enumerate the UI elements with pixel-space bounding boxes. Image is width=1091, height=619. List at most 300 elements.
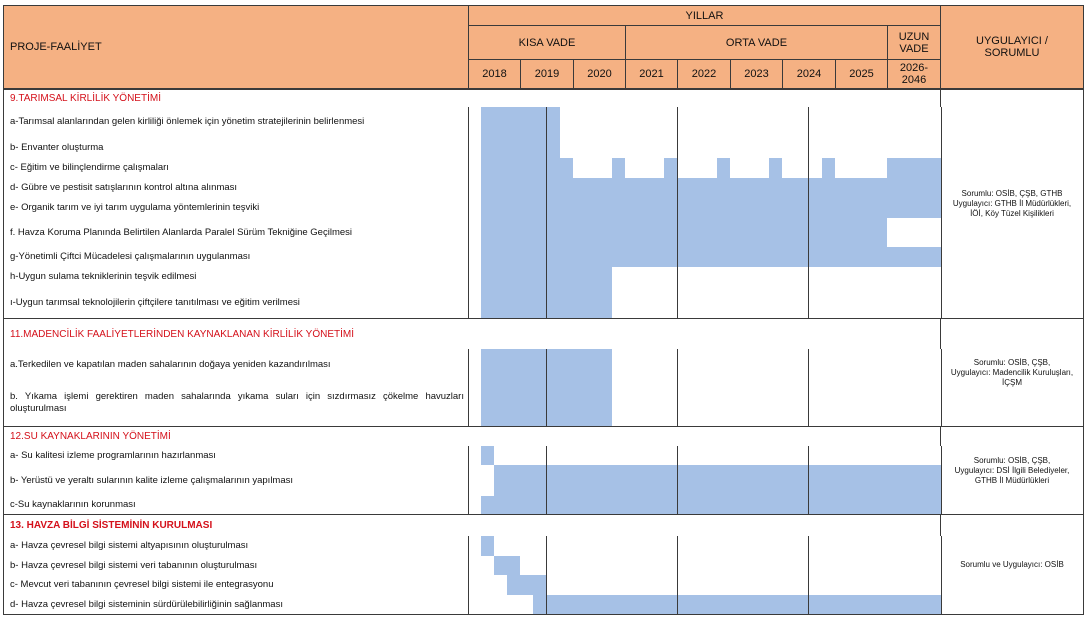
timeline-cell <box>809 446 823 466</box>
timeline-cell <box>678 107 692 138</box>
timeline-cell <box>664 465 678 497</box>
timeline-cell <box>848 158 862 179</box>
timeline-cell <box>704 465 718 497</box>
timeline-cell <box>586 107 600 138</box>
timeline-cell <box>835 107 849 138</box>
timeline-cell <box>835 556 849 576</box>
timeline-cell <box>782 267 796 288</box>
timeline-cell <box>769 496 783 515</box>
timeline-cell <box>782 595 796 615</box>
timeline-cell <box>599 218 613 248</box>
timeline-cell <box>874 197 888 219</box>
period-medium-header: ORTA VADE <box>625 25 888 60</box>
timeline-cell <box>822 556 836 576</box>
timeline-cell <box>612 556 626 576</box>
timeline-cell <box>599 595 613 615</box>
timeline-cell <box>678 137 692 159</box>
timeline-cell <box>678 197 692 219</box>
section-row-blank <box>469 318 941 350</box>
timeline-cell <box>651 197 665 219</box>
timeline-cell <box>743 178 757 198</box>
timeline-cell <box>573 137 587 159</box>
timeline-cell <box>874 496 888 515</box>
year-header-2020: 2020 <box>573 59 626 89</box>
timeline-cell <box>586 247 600 268</box>
timeline-cell <box>586 197 600 219</box>
timeline-cell <box>874 137 888 159</box>
timeline-cell <box>638 158 652 179</box>
timeline-cell <box>782 536 796 557</box>
timeline-cell <box>769 349 783 381</box>
timeline-cell <box>704 267 718 288</box>
timeline-cell <box>494 465 508 497</box>
timeline-cell <box>612 595 626 615</box>
timeline-cell <box>743 556 757 576</box>
timeline-cell <box>717 465 731 497</box>
timeline-cell <box>507 496 521 515</box>
timeline-cell <box>756 446 770 466</box>
activity-label: ı-Uygun tarımsal teknolojilerin çiftçilere tanıtılması ve eğitim verilmesi <box>3 287 469 319</box>
timeline-cell <box>691 287 705 319</box>
timeline-cell <box>795 197 809 219</box>
section-title: 11.MADENCİLİK FAALİYETLERİNDEN KAYNAKLANAN KİRLİLİK YÖNETİMİ <box>3 318 469 350</box>
timeline-cell-long-term <box>888 107 942 138</box>
timeline-cell <box>533 595 547 615</box>
timeline-cell <box>573 446 587 466</box>
timeline-cell <box>730 218 744 248</box>
activity-label: c- Eğitim ve bilinçlendirme çalışmaları <box>3 158 469 179</box>
timeline-cell <box>664 446 678 466</box>
timeline-cell <box>586 446 600 466</box>
timeline-cell <box>507 197 521 219</box>
timeline-cell <box>809 287 823 319</box>
timeline-cell <box>520 465 534 497</box>
timeline-cell <box>651 137 665 159</box>
timeline-cell <box>861 107 875 138</box>
timeline-cell <box>494 267 508 288</box>
timeline-cell <box>678 575 692 596</box>
timeline-cell <box>481 465 495 497</box>
timeline-cell <box>782 158 796 179</box>
timeline-cell <box>835 465 849 497</box>
timeline-cell <box>795 536 809 557</box>
timeline-cell <box>861 496 875 515</box>
timeline-cell <box>638 247 652 268</box>
timeline-cell <box>848 465 862 497</box>
timeline-cell <box>782 380 796 427</box>
timeline-cell <box>822 137 836 159</box>
activity-label: c- Mevcut veri tabanının çevresel bilgi sistemi ile entegrasyonu <box>3 575 469 596</box>
timeline-cell <box>625 536 639 557</box>
timeline-cell <box>795 178 809 198</box>
timeline-cell <box>494 380 508 427</box>
timeline-cell <box>795 107 809 138</box>
timeline-cell <box>822 267 836 288</box>
timeline-cell <box>612 380 626 427</box>
timeline-cell <box>599 197 613 219</box>
timeline-cell <box>822 595 836 615</box>
timeline-cell <box>809 158 823 179</box>
timeline-cell <box>494 446 508 466</box>
timeline-cell <box>756 595 770 615</box>
timeline-cell <box>586 178 600 198</box>
timeline-cell <box>638 595 652 615</box>
timeline-cell <box>533 287 547 319</box>
timeline-cell <box>664 267 678 288</box>
timeline-cell <box>848 197 862 219</box>
year-header-2023: 2023 <box>730 59 783 89</box>
timeline-cell <box>481 575 495 596</box>
timeline-cell <box>638 496 652 515</box>
timeline-cell <box>481 137 495 159</box>
timeline-cell <box>717 218 731 248</box>
timeline-cell <box>782 197 796 219</box>
activity-label: b- Havza çevresel bilgi sistemi veri tabanının oluşturulması <box>3 556 469 576</box>
timeline-cell <box>573 380 587 427</box>
timeline-cell <box>507 465 521 497</box>
section-title: 13. HAVZA BİLGİ SİSTEMİNİN KURULMASI <box>3 514 469 537</box>
timeline-cell <box>494 287 508 319</box>
activity-label: e- Organik tarım ve iyi tarım uygulama yöntemlerinin teşviki <box>3 197 469 219</box>
timeline-cell <box>547 595 561 615</box>
timeline-cell-long-term <box>888 178 942 198</box>
timeline-cell <box>520 158 534 179</box>
timeline-cell <box>507 446 521 466</box>
timeline-cell <box>822 287 836 319</box>
timeline-cell <box>730 158 744 179</box>
timeline-cell <box>625 380 639 427</box>
timeline-cell <box>520 575 534 596</box>
timeline-cell <box>848 496 862 515</box>
timeline-cell <box>560 465 574 497</box>
timeline-cell <box>861 178 875 198</box>
timeline-cell <box>861 137 875 159</box>
timeline-cell <box>861 267 875 288</box>
timeline-cell <box>769 380 783 427</box>
timeline-cell <box>520 536 534 557</box>
timeline-cell <box>612 158 626 179</box>
timeline-cell <box>861 247 875 268</box>
timeline-cell <box>848 107 862 138</box>
timeline-cell <box>756 556 770 576</box>
timeline-cell <box>704 380 718 427</box>
timeline-cell <box>573 158 587 179</box>
timeline-cell <box>691 197 705 219</box>
timeline-cell-long-term <box>888 218 942 248</box>
timeline-cell <box>625 575 639 596</box>
timeline-cell <box>822 465 836 497</box>
timeline-cell <box>533 536 547 557</box>
timeline-cell <box>625 465 639 497</box>
timeline-cell <box>573 575 587 596</box>
activity-label: a- Havza çevresel bilgi sistemi altyapısının oluşturulması <box>3 536 469 557</box>
timeline-cell <box>874 556 888 576</box>
timeline-cell <box>560 349 574 381</box>
timeline-cell <box>507 536 521 557</box>
timeline-cell <box>809 380 823 427</box>
timeline-cell <box>795 465 809 497</box>
timeline-cell <box>861 197 875 219</box>
timeline-cell <box>651 496 665 515</box>
timeline-cell <box>691 465 705 497</box>
timeline-cell <box>625 158 639 179</box>
timeline-cell <box>717 349 731 381</box>
timeline-cell <box>678 158 692 179</box>
timeline-cell <box>664 575 678 596</box>
responsible-header: UYGULAYICI / SORUMLU <box>940 5 1084 89</box>
timeline-cell <box>664 197 678 219</box>
timeline-cell <box>769 158 783 179</box>
timeline-cell <box>730 349 744 381</box>
timeline-cell <box>769 595 783 615</box>
timeline-cell <box>651 247 665 268</box>
timeline-cell <box>481 158 495 179</box>
timeline-cell <box>520 349 534 381</box>
activity-label: h-Uygun sulama tekniklerinin teşvik edilmesi <box>3 267 469 288</box>
timeline-cell <box>835 178 849 198</box>
timeline-cell <box>848 575 862 596</box>
timeline-cell <box>782 349 796 381</box>
timeline-cell <box>560 446 574 466</box>
timeline-cell <box>560 267 574 288</box>
timeline-cell <box>664 158 678 179</box>
timeline-cell <box>822 178 836 198</box>
timeline-cell <box>481 197 495 219</box>
timeline-cell <box>651 465 665 497</box>
timeline-cell <box>533 465 547 497</box>
timeline-cell <box>717 380 731 427</box>
activity-label: d- Havza çevresel bilgi sisteminin sürdürülebilirliğinin sağlanması <box>3 595 469 615</box>
timeline-cell <box>861 465 875 497</box>
section-title: 9.TARIMSAL KİRLİLİK YÖNETİMİ <box>3 89 469 108</box>
activity-label: c-Su kaynaklarının korunması <box>3 496 469 515</box>
timeline-cell <box>704 496 718 515</box>
timeline-cell <box>769 107 783 138</box>
timeline-cell <box>494 536 508 557</box>
timeline-cell <box>547 575 561 596</box>
timeline-cell <box>533 158 547 179</box>
timeline-cell <box>769 465 783 497</box>
timeline-cell <box>651 349 665 381</box>
timeline-cell <box>730 267 744 288</box>
timeline-cell <box>560 287 574 319</box>
timeline-cell <box>717 107 731 138</box>
timeline-cell <box>782 446 796 466</box>
timeline-cell <box>756 267 770 288</box>
year-header-2019: 2019 <box>520 59 574 89</box>
timeline-cell-long-term <box>888 536 942 557</box>
activity-header: PROJE-FAALİYET <box>3 5 469 89</box>
timeline-cell <box>782 287 796 319</box>
timeline-cell <box>507 247 521 268</box>
timeline-cell <box>835 267 849 288</box>
timeline-cell <box>730 380 744 427</box>
timeline-cell <box>494 197 508 219</box>
timeline-cell <box>822 446 836 466</box>
timeline-cell <box>507 349 521 381</box>
timeline-cell <box>769 446 783 466</box>
timeline-cell <box>678 349 692 381</box>
year-header-2024: 2024 <box>782 59 836 89</box>
timeline-cell <box>481 287 495 319</box>
timeline-cell <box>874 247 888 268</box>
timeline-cell <box>638 446 652 466</box>
timeline-cell <box>717 575 731 596</box>
section-row-blank <box>469 89 941 108</box>
timeline-cell <box>848 349 862 381</box>
timeline-cell <box>625 496 639 515</box>
timeline-cell <box>481 247 495 268</box>
timeline-cell <box>782 137 796 159</box>
timeline-cell <box>533 247 547 268</box>
timeline-cell <box>573 496 587 515</box>
timeline-cell <box>533 197 547 219</box>
timeline-cell <box>651 267 665 288</box>
timeline-cell <box>586 218 600 248</box>
timeline-cell <box>651 446 665 466</box>
timeline-cell <box>795 287 809 319</box>
timeline-cell <box>809 178 823 198</box>
timeline-cell <box>874 446 888 466</box>
timeline-cell <box>612 218 626 248</box>
timeline-cell <box>533 107 547 138</box>
timeline-cell <box>809 197 823 219</box>
timeline-cell <box>730 446 744 466</box>
timeline-cell <box>678 247 692 268</box>
timeline-cell <box>586 380 600 427</box>
timeline-cell <box>599 178 613 198</box>
timeline-cell <box>835 197 849 219</box>
year-header-2026-2046: 2026-2046 <box>887 59 941 89</box>
timeline-cell <box>730 556 744 576</box>
timeline-cell <box>795 556 809 576</box>
timeline-cell <box>651 287 665 319</box>
timeline-cell <box>874 178 888 198</box>
timeline-cell <box>874 218 888 248</box>
timeline-cell <box>835 247 849 268</box>
timeline-cell <box>547 158 561 179</box>
timeline-cell <box>704 158 718 179</box>
timeline-cell-long-term <box>888 158 942 179</box>
timeline-cell <box>717 536 731 557</box>
timeline-cell <box>809 536 823 557</box>
timeline-cell <box>547 218 561 248</box>
period-short-header: KISA VADE <box>468 25 626 60</box>
timeline-cell <box>638 349 652 381</box>
timeline-cell <box>481 496 495 515</box>
timeline-cell <box>612 349 626 381</box>
timeline-cell <box>795 595 809 615</box>
timeline-cell <box>835 536 849 557</box>
timeline-cell <box>717 556 731 576</box>
timeline-cell <box>507 556 521 576</box>
year-header-2022: 2022 <box>677 59 731 89</box>
responsible-cell: Sorumlu: OSİB, ÇŞB, Uygulayıcı: DSİ İlgili Belediyeler, GTHB İl Müdürlükleri <box>940 426 1084 515</box>
timeline-cell <box>756 465 770 497</box>
timeline-cell <box>769 218 783 248</box>
timeline-cell <box>638 536 652 557</box>
timeline-cell <box>599 349 613 381</box>
timeline-cell <box>547 197 561 219</box>
timeline-cell <box>547 267 561 288</box>
timeline-cell <box>704 446 718 466</box>
timeline-cell <box>874 380 888 427</box>
timeline-cell <box>717 247 731 268</box>
timeline-cell <box>769 575 783 596</box>
timeline-cell <box>874 536 888 557</box>
timeline-cell <box>547 287 561 319</box>
timeline-cell <box>612 536 626 557</box>
timeline-cell <box>835 349 849 381</box>
timeline-cell <box>664 247 678 268</box>
timeline-cell <box>481 446 495 466</box>
timeline-cell <box>691 380 705 427</box>
timeline-cell <box>573 595 587 615</box>
timeline-cell <box>809 595 823 615</box>
timeline-cell <box>481 595 495 615</box>
timeline-cell <box>599 287 613 319</box>
timeline-cell <box>848 247 862 268</box>
year-header-2025: 2025 <box>835 59 888 89</box>
timeline-cell <box>625 178 639 198</box>
timeline-cell <box>599 446 613 466</box>
timeline-cell <box>507 218 521 248</box>
timeline-cell <box>822 218 836 248</box>
timeline-cell <box>678 380 692 427</box>
timeline-cell <box>769 287 783 319</box>
timeline-cell <box>520 197 534 219</box>
timeline-cell <box>560 556 574 576</box>
timeline-cell <box>717 178 731 198</box>
timeline-cell <box>573 247 587 268</box>
timeline-cell <box>809 107 823 138</box>
timeline-cell <box>678 218 692 248</box>
timeline-cell <box>520 267 534 288</box>
timeline-cell <box>586 536 600 557</box>
timeline-cell <box>795 575 809 596</box>
timeline-cell <box>835 137 849 159</box>
timeline-cell <box>507 158 521 179</box>
timeline-cell <box>612 178 626 198</box>
timeline-cell <box>533 575 547 596</box>
timeline-cell <box>547 137 561 159</box>
timeline-cell <box>874 349 888 381</box>
timeline-cell <box>717 446 731 466</box>
timeline-cell <box>861 380 875 427</box>
timeline-cell <box>756 137 770 159</box>
timeline-cell <box>664 380 678 427</box>
timeline-cell <box>782 575 796 596</box>
timeline-cell <box>664 496 678 515</box>
timeline-cell <box>717 197 731 219</box>
timeline-cell <box>651 536 665 557</box>
timeline-cell <box>533 218 547 248</box>
timeline-cell <box>664 536 678 557</box>
timeline-cell <box>586 465 600 497</box>
timeline-cell <box>494 158 508 179</box>
timeline-cell <box>874 267 888 288</box>
timeline-cell <box>809 267 823 288</box>
timeline-cell <box>704 349 718 381</box>
timeline-cell <box>835 287 849 319</box>
timeline-cell <box>481 380 495 427</box>
timeline-cell <box>691 267 705 288</box>
timeline-cell <box>638 465 652 497</box>
timeline-cell <box>560 536 574 557</box>
timeline-cell <box>743 446 757 466</box>
timeline-cell <box>625 247 639 268</box>
timeline-cell <box>651 595 665 615</box>
